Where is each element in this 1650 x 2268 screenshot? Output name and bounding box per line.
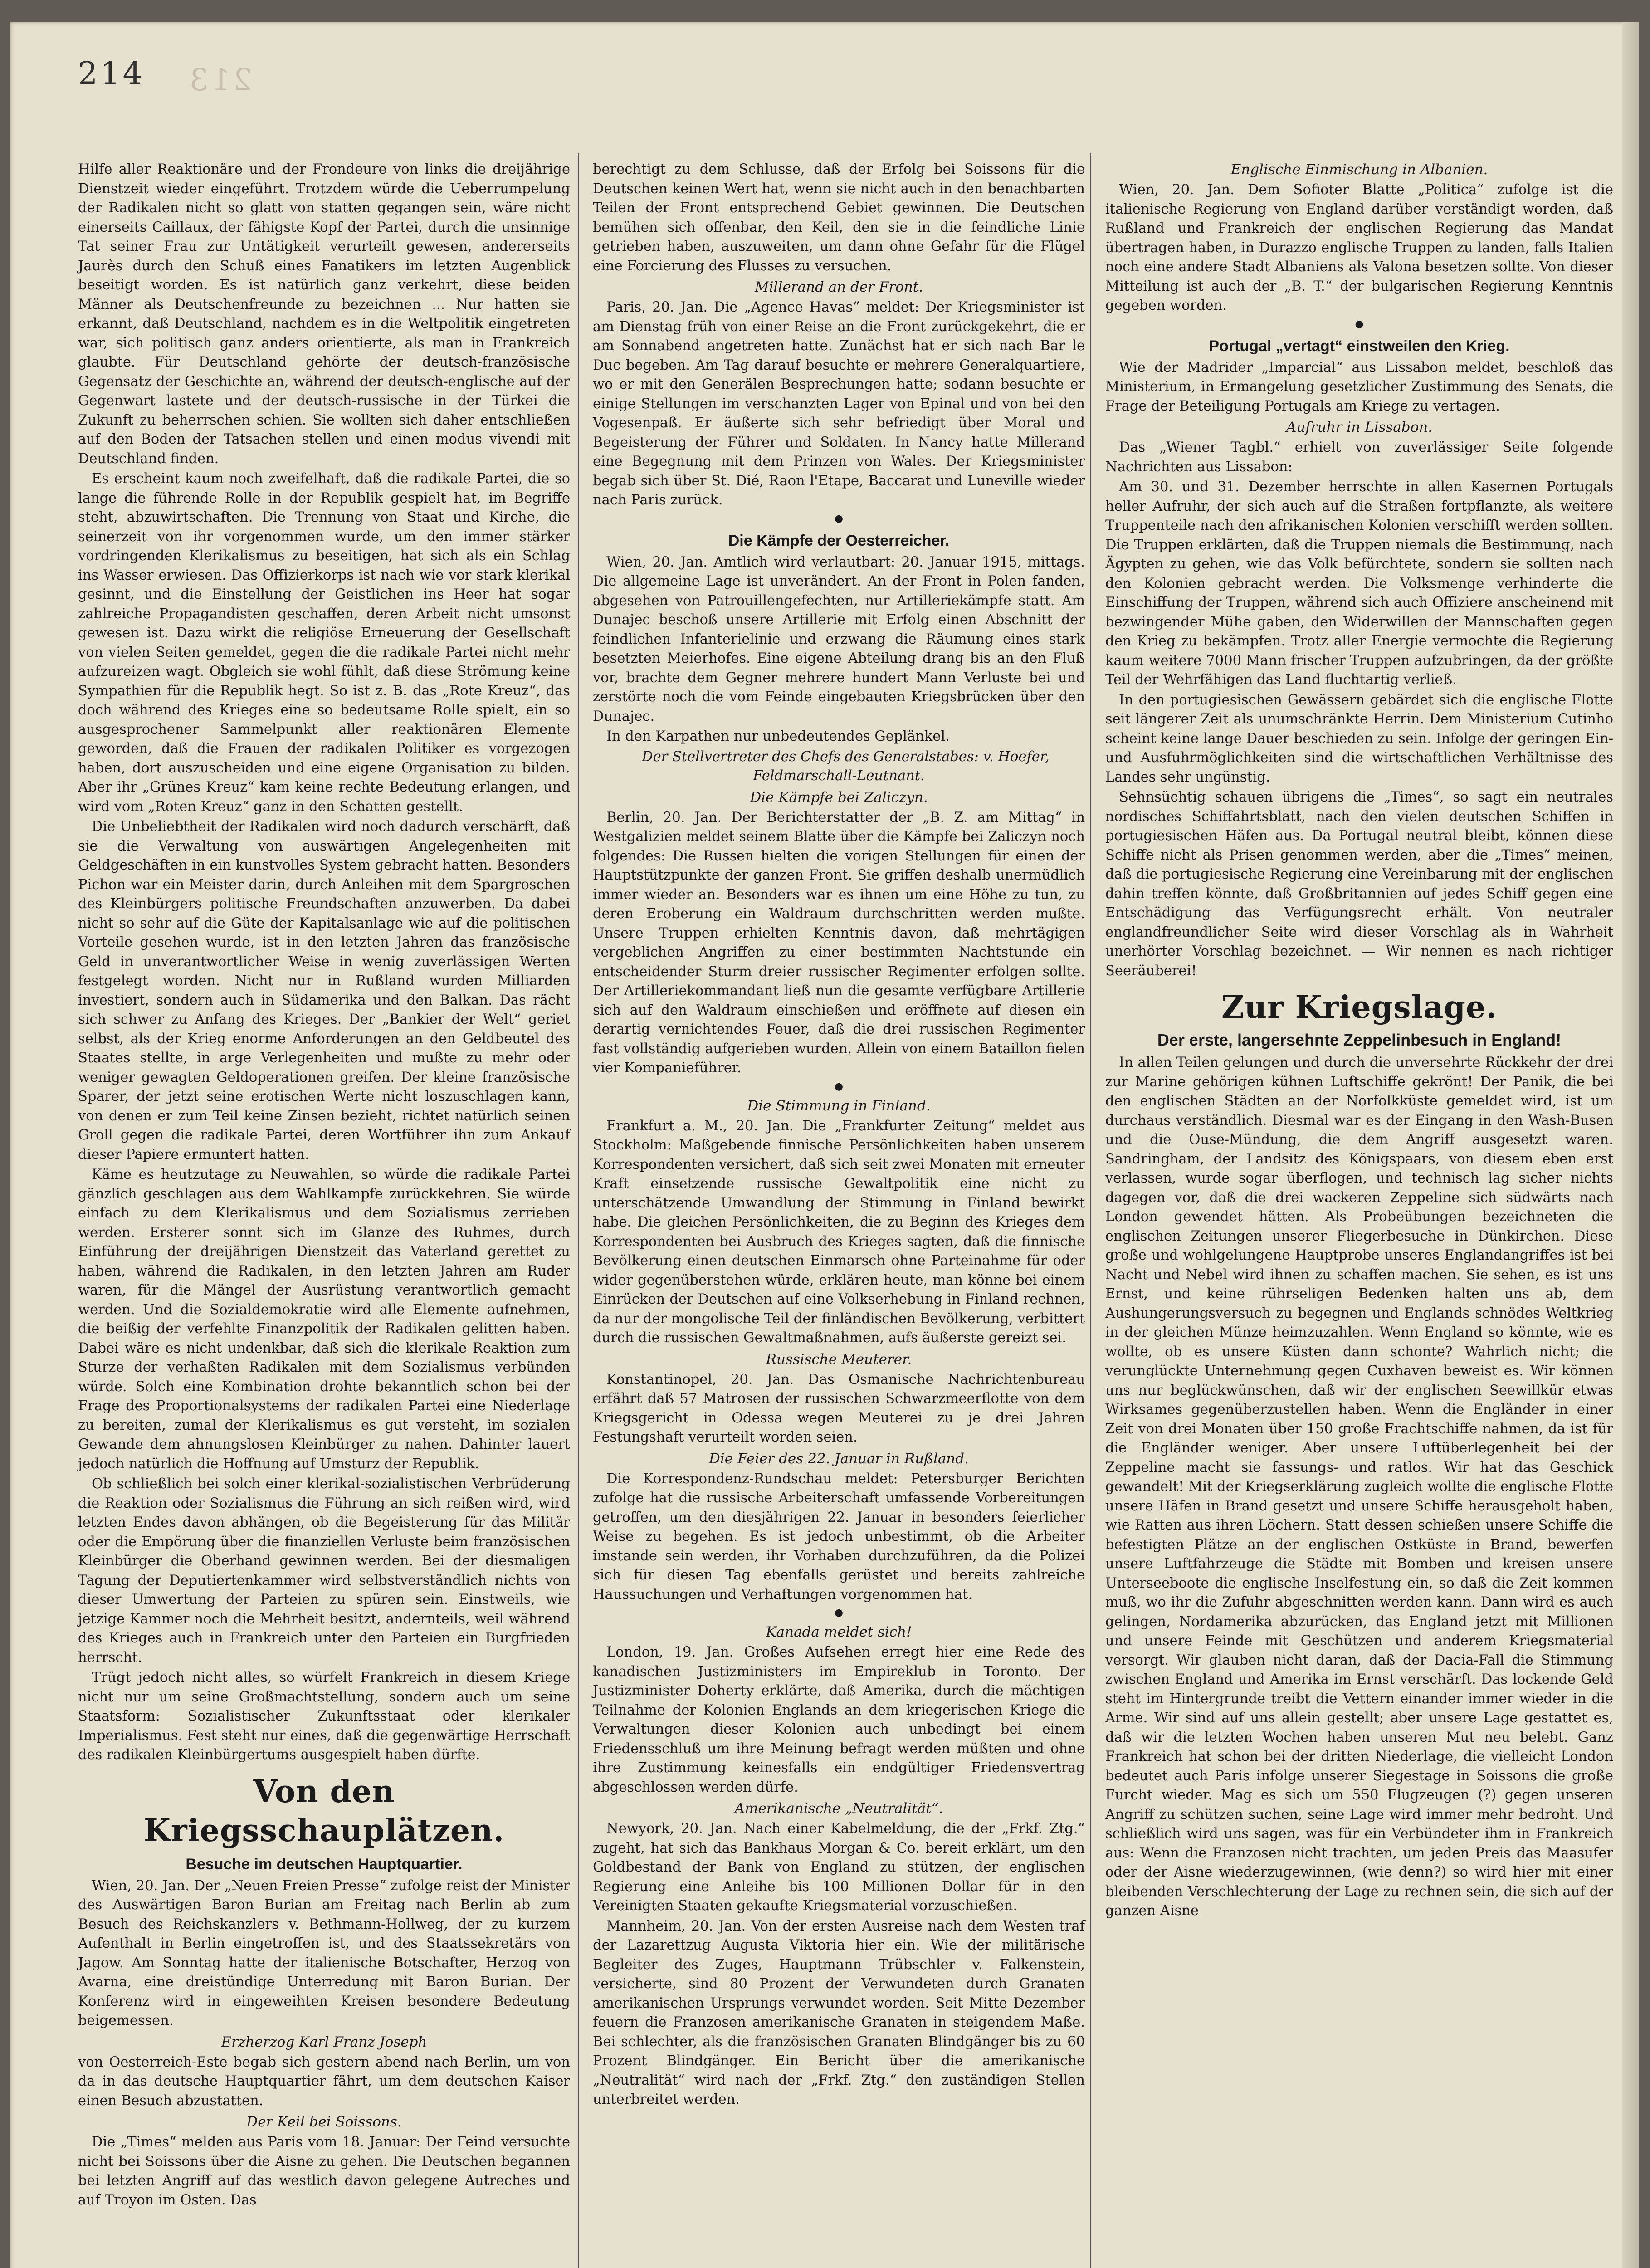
article-paragraph: Sehnsüchtig schauen übrigens die „Times“, so sagt ein neutrales nordisches Schiffahrtsblatt, nach den vielen deutschen Schiffen in portugiesischen Häfen aus. Da Portugal neutral bleibt, können diese Schiffe nicht als Prisen genommen werden, aber die „Times“ meinen, daß die portugiesische Regierung eine Vereinbarung mit der englischen dahin treffen könnte, daß Großbritannien auf jedes Schiff gegen eine Entschädigung das Verfügungsrecht erhält. Von neutraler englandfreundlicher Seite wird dieser Vorschlag als in Wahrheit unerhörter Vorschlag bezeichnet. — Wir nennen es nach richtiger Seeräuberei! [1105,789,1613,979]
article-subheading: Aufruhr in Lissabon. [1286,419,1433,435]
separator-dot: ● [834,1607,844,1618]
article-paragraph: In den portugiesischen Gewässern gebärdet sich die englische Flotte seit längerer Zeit als unumschränkte Herrin. Dem Ministerium Cutinho scheint keine lange Dauer beschieden zu sein. Infolge der geringen Ein- und Ausfuhrmöglichkeiten sind die wirtschaftlichen Verhältnisse des Landes sehr ungünstig. [1105,692,1613,785]
article-paragraph: Newyork, 20. Jan. Nach einer Kabelmeldung, die der „Frkf. Ztg.“ zugeht, hat sich das Bankhaus Morgan & Co. bereit erklärt, um den Goldbestand der Bank von England zu stützen, der englischen Regierung eine Anleihe bis 100 Millionen Dollar für in den Vereinigten Staaten gekaufte Kriegsmaterial vorzuschießen. [593,1821,1085,1914]
article-paragraph: In den Karpathen nur unbedeutendes Geplänkel. [606,728,950,744]
newspaper-page [10,22,1639,2268]
separator-dot: ● [834,513,844,524]
article-subheading: Amerikanische „Neutralität“. [734,1800,943,1817]
article-paragraph: von Oesterreich-Este begab sich gestern abend nach Berlin, um von da in das deutsche Hauptquartier fährt, um dem deutschen Kaiser einen Besuch abzustatten. [78,2054,570,2109]
article-paragraph: Berlin, 20. Jan. Der Berichterstatter der „B. Z. am Mittag“ in Westgalizien meldet seinem Blatte über die Kämpfe bei Zaliczyn noch folgendes: Die Russen hielten die vorigen Stellungen für einen der Hauptstützpunkte der ganzen Front. Sie griffen deshalb unermüdlich immer wieder an. Besonders war es ihnen um eine Höhe zu tun, zu deren Eroberung ein Waldraum durchschritten werden mußte. Unsere Truppen erhielten Kenntnis davon, daß mehrtägigen vergeblichen Angriffen zu einer bestimmten Nachtstunde ein entscheidender Sturm dreier russischer Regimenter erfolgen sollte. Der Artilleriekommandant ließ nun die gesamte verfügbare Artillerie sich auf den Waldraum einschießen und eröffnete auf diesen ein derartig vernichtendes Feuer, daß die drei russischen Regimenter fast vollständig aufgerieben wurden. Allein von einem Bataillon fielen vier Kompanieführer. [593,809,1085,1076]
article-subheading: Kanada meldet sich! [766,1624,912,1640]
article-paragraph: Wien, 20. Jan. Der „Neuen Freien Presse“ zufolge reist der Minister des Auswärtigen Baron Burian am Freitag nach Berlin ab zum Besuch des Reichskanzlers v. Bethmann-Hollweg, der zu kurzem Aufenthalt in Berlin eingetroffen ist, und des Staatssekretärs von Jagow. Am Sonntag hatte der italienische Botschafter, Herzog von Avarna, eine dreistündige Unterredung mit Baron Burian. Der Konferenz wird in eingeweihten Kreisen besondere Bedeutung beigemessen. [78,1877,570,2028]
article-heading: Die Kämpfe der Oesterreicher. [728,532,950,549]
article-paragraph: Frankfurt a. M., 20. Jan. Die „Frankfurter Zeitung“ meldet aus Stockholm: Maßgebende finnische Persönlichkeiten haben unserem Korrespondenten versichert, daß sich seit zwei Monaten mit erneuter Kraft einsetzende russische Gewaltpolitik eine nicht zu unterschätzende Umwandlung der Stimmung in Finland bewirkt habe. Die gleichen Persönlichkeiten, die zu Beginn des Krieges dem Korrespondenten bei Ausbruch des Krieges sagten, daß die finnische Bevölkerung einen deutschen Einmarsch ohne Parteinahme für oder wider gegenüberstehen würde, erklären heute, man könne bei einem Einrücken der Deutschen auf eine Volkserhebung in Finland rechnen, da nur der mongolische Teil der finländischen Bevölkerung, verbittert durch die russischen Gewaltmaßnahmen, aufs äußerste gereizt sei. [593,1118,1085,1346]
article-paragraph: Mannheim, 20. Jan. Von der ersten Ausreise nach dem Westen traf der Lazarettzug Augusta Viktoria hier ein. Wie der militärische Begleiter des Zuges, Hauptmann Trübschler v. Falkenstein, versicherte, sind 80 Prozent der Verwundeten durch Granaten amerikanischen Ursprungs verwundet worden. Seit Mitte Dezember feuern die Franzosen amerikanische Granaten in steigendem Maße. Bei schlechter, als die französischen Granaten Blindgänger bis zu 60 Prozent Blindgänger. Ein Bericht über die amerikanische „Neutralität“ wird nach der „Frkf. Ztg.“ den zuständigen Stellen unterbreitet werden. [593,1918,1085,2107]
article-paragraph: Ob schließlich bei solch einer klerikal-sozialistischen Verbrüderung die Reaktion oder Sozialismus die Führung an sich reißen wird, wird letzten Endes davon abhängen, ob die Begeisterung für das Militär oder die Empörung über die finanziellen Verluste beim französischen Kleinbürger die Oberhand gewinnen werden. Bei der diesmaligen Tagung der Deputiertenkammer wird selbstverständlich nichts von dieser Umwertung der Parteien zu spüren sein. Einstweils, wie jetzige Kammer noch die Mehrheit besitzt, andernteils, weil während des Krieges auch in Frankreich unter den Parteien ein Burgfrieden herrscht. [78,1476,570,1666]
page-number-bleed-through: 213 [187,63,252,98]
article-subheading: Die Stimmung in Finland. [747,1097,931,1114]
article-subheading: Die Kämpfe bei Zaliczyn. [750,789,928,806]
scan-edge [1622,22,1639,2268]
article-paragraph: Hilfe aller Reaktionäre und der Frondeure von links die dreijährige Dienstzeit wieder eingeführt. Trotzdem würde die Ueberrumpelung der Radikalen nicht so glatt von statten gegangen sein, wäre nicht einerseits Caillaux, der fähigste Kopf der Partei, durch die unsinnige Tat seiner Frau zur Untätigkeit verurteilt gewesen, andererseits Jaurès durch den Schuß eines Fanatikers im letzten Augenblick beseitigt worden. Es ist natürlich ganz verkehrt, diese beiden Männer als Deutschenfreunde zu bezeichnen ... Nur hatten sie erkannt, daß Deutschland, nachdem es in die Weltpolitik eingetreten war, sich politisch ganz anders orientierte, als man in Frankreich glaubte. Für Deutschland gehörte der deutsch-französische Gegensatz der Geschichte an, während der deutsch-englische auf der Gegenwart lastete und der deutsch-russische in der Türkei die Zukunft zu beherrschen schien. Sie wollten sich daher entschließen auf den Boden der Tatsachen stellen und einen modus vivendi mit Deutschland finden. [78,161,570,467]
article-heading: Portugal „vertagt“ einstweilen den Krieg. [1209,337,1510,355]
section-heading: Zur Kriegslage. [1221,989,1497,1026]
column-3 [1105,160,1613,1922]
column-rule [578,153,579,2268]
article-subheading: Millerand an der Front. [754,279,923,295]
article-paragraph: Paris, 20. Jan. Die „Agence Havas“ meldet: Der Kriegsminister ist am Dienstag früh von einer Reise an die Front zurückgekehrt, die er am Sonnabend angetreten hatte. Zunächst hat er sich nach Bar le Duc begeben. Am Tag darauf besuchte er mehrere Generalquartiere, wo er mit den Generälen Besprechungen hatte; sodann besuchte er einige Stellungen im verschanzten Lager von Epinal und von bei den Vogesenpaß. Er äußerte sich sehr befriedigt über Moral und Begeisterung der Führer und Soldaten. In Nancy hatte Millerand eine Begegnung mit dem Prinzen von Wales. Der Kriegsminister begab sich über St. Dié, Raon l'Etape, Baccarat und Luneville wieder nach Paris zurück. [593,299,1085,508]
separator-dot: ● [1355,318,1364,330]
article-subheading: Der Keil bei Soissons. [246,2114,402,2130]
section-heading: Von den Kriegsschauplätzen. [143,1773,505,1849]
article-heading: Der erste, langersehnte Zeppelinbesuch in England! [1157,1031,1562,1049]
article-paragraph: Konstantinopel, 20. Jan. Das Osmanische Nachrichtenbureau erfährt daß 57 Matrosen der russischen Schwarzmeerflotte von dem Kriegsgericht in Odessa wegen Meuterei zu je drei Jahren Festungshaft verurteilt worden seien. [593,1371,1085,1445]
separator-dot: ● [834,1080,844,1092]
article-paragraph: Das „Wiener Tagbl.“ erhielt von zuverlässiger Seite folgende Nachrichten aus Lissabon: [1105,440,1613,475]
article-paragraph: Es erscheint kaum noch zweifelhaft, daß die radikale Partei, die so lange die führende Rolle in der Republik gespielt hat, im Begriffe steht, abzuwirtschaften. Die Trennung von Staat und Kirche, die seinerzeit von ihr vorgenommen wurde, um den immer stärker vordringenden Klerikalismus zu beseitigen, hat sich als ein Schlag ins Wasser erwiesen. Das Offizierkorps ist nach wie vor stark klerikal gesinnt, und die Einstellung der Geistlichen ins Heer hat sogar zahlreiche Propagandisten geschaffen, deren Arbeit nicht umsonst gewesen ist. Dazu wirkt die religiöse Erneuerung der Gesellschaft von vielen Seiten gemeldet, gegen die die radikale Partei nicht mehr aufzureizen wagt. Obgleich sie wohl fühlt, daß diese Strömung keine Sympathien für die Republik hegt. So ist z. B. das „Rote Kreuz“, das doch während des Krieges eine so bedeutsame Rolle spielt, ein so ausgesprochener Sammelpunkt aller reaktionären Elemente geworden, daß die Frauen der radikalen Politiker es vorgezogen haben, dort auszuscheiden und eine eigene Organisation zu bilden. Aber ihr „Grünes Kreuz“ kam keine rechte Bedeutung erlangen, und wird vom „Roten Kreuz“ ganz in den Schatten gestellt. [78,471,570,815]
article-heading: Besuche im deutschen Hauptquartier. [186,1855,463,1873]
article-paragraph: In allen Teilen gelungen und durch die unversehrte Rückkehr der drei zur Marine gehörigen kühnen Luftschiffe gekrönt! Der Panik, die bei den englischen Städten an der Norfolkküste gemeldet wird, ist um durchaus verständlich. Diesmal war es der Eingang in den Wash-Busen und die Ouse-Mündung, die dem Angriff ausgesetzt waren. Sandringham, der Landsitz des Königspaars, von diesem eben erst verlassen, wurde sogar überflogen, und technisch lag sicher nichts dagegen vor, daß die drei wackeren Zeppeline sich südwärts nach London gewendet hätten. Als Probeübungen bezeichneten die englischen Zeitungen unserer Fliegerbesuche in Dünkirchen. Diese große und wohlgelungene Hauptprobe unseres Englandangriffes ist bei Nacht und Nebel wird ihnen zu schaffen machen. Sie sehen, es ist uns Ernst, und keine rührseligen Bedenken halten uns ab, dem Aushungerungsversuch zu begegnen und Englands schnödes Weltkrieg in der gleichen Münze heimzuzahlen. Wenn England so könnte, wie es wollte, ob es unsere Küsten dann schonte? Wahrlich nicht; die verunglückte Unternehmung gegen Cuxhaven beweist es. Wir können uns nur beglückwünschen, daß wir der englischen Seewillkür etwas Wirksames gegenüberzustellen haben. Wenn die Engländer in einer Zeit von drei Monaten über 150 große Frachtschiffe nahmen, da ist für die Engländer weniger. Aber unsere Luftüberlegenheit bei der Zeppeline macht sie fassungs- und ratlos. Wir hat das Geschick gewandelt! Mit der Kriegserklärung zugleich wollte die englische Flotte unsere Häfen in Brand gesetzt und unsere Schiffe herausgeholt haben, wie Ratten aus ihren Löchern. Statt dessen schießen unsere Schiffe die befestigten Plätze an der englischen Ostküste in Brand, bewerfen unsere Luftfahrzeuge die Städte mit Bomben und kreisen unsere Unterseeboote die englische Inselfestung ein, so daß die Zeit kommen muß, wo ihr die Zufuhr abgeschnitten werden kann. Dann wird es auch gelingen, Nordamerika abzurücken, das England jetzt mit Millionen und unsere Feinde mit Geschützen und anderem Kriegsmaterial versorgt. Wir glauben nicht daran, daß der Dacia-Fall die Stimmung zwischen England und Amerika im Ernst verschärft. Das lockende Geld steht im Hintergrunde treibt die Vettern einander immer wieder in die Arme. Wir sind auf uns allein gestellt; aber unsere Lage gestattet es, daß wir die letzten Wochen haben unseren Mut neu belebt. Ganz Frankreich hat schon bei der dritten Niederlage, die vielleicht London bedeutet auch Paris infolge unserer Siegestage in Soissons die große Furcht wieder. Mag es sich um 550 Flugzeugen (?) gegen unseren Angriff zu schützen suchen, seine Lage wird immer mehr bedroht. Und schließlich wird uns sagen, was für ein Verbündeter ihm in Frankreich aus: Wenn die Franzosen nicht trachten, um jeden Preis das Maasufer oder der Aisne wiederzugewinnen, (wie denn?) so wird hier mit einer bleibenden Verschlechterung der Lage zu rechnen sein, die sich auf der ganzen Aisne [1105,1055,1613,1919]
column-2 [593,160,1085,2111]
article-paragraph: Trügt jedoch nicht alles, so würfelt Frankreich in diesem Kriege nicht nur um seine Großmachtstellung, sondern auch um seine Staatsform: Sozialistischer Zukunftsstaat oder klerikaler Imperialismus. Fest steht nur eines, daß die gegenwärtige Herrschaft des radikalen Kleinbürgertums ausgespielt haben dürfte. [78,1670,570,1763]
article-paragraph: Wie der Madrider „Imparcial“ aus Lissabon meldet, beschloß das Ministerium, in Ermangelung gesetzlicher Zustimmung des Senats, die Frage der Beteiligung Portugals am Kriege zu vertagen. [1105,359,1613,414]
article-paragraph: Am 30. und 31. Dezember herrschte in allen Kasernen Portugals heller Aufruhr, der sich auch auf die Straßen fortpflanzte, als weitere Truppenteile nach den afrikanischen Kolonien verschifft werden sollten. Die Truppen erklärten, daß die Truppen niemals die Bestimmung, nach Ägypten zu gehen, wie das Volk befürchtete, sondern sie sollten nach den Kolonien gebracht werden. Die Volksmenge verhinderte die Einschiffung der Truppen, während sich auch Offiziere anscheinend mit bezwingender Mühe gaben, den Widerwillen der Mannschaften gegen den Krieg zu bekämpfen. Trotz aller Energie vermochte die Regierung kaum weitere 7000 Mann frischer Truppen aufzubringen, da der größte Teil der Wehrfähigen das Land fluchtartig verließ. [1105,479,1613,688]
article-paragraph: Wien, 20. Jan. Amtlich wird verlautbart: 20. Januar 1915, mittags. Die allgemeine Lage ist unverändert. An der Front in Polen fanden, abgesehen von Patrouillengefechten, nur Artilleriekämpfe statt. Am Dunajec beschoß unsere Artillerie mit Erfolg einen Abschnitt der feindlichen Infanterielinie und erzwang die Räumung eines stark besetzten Meierhofes. Eine eigene Abteilung drang bis an den Fluß vor, brachte dem Gegner mehrere hundert Mann Verluste bei und zerstörte noch die vom Feinde eingebauten Kriegsbrücken über den Dunajec. [593,554,1085,724]
article-subheading: Englische Einmischung in Albanien. [1230,161,1488,178]
article-subheading: Erzherzog Karl Franz Joseph [221,2033,427,2050]
article-paragraph: Die Unbeliebtheit der Radikalen wird noch dadurch verschärft, daß sie die Verwaltung von auswärtigen Angelegenheiten mit Geldgeschäften in ein kunstvolles System gebracht hatten. Besonders Pichon war ein Meister darin, durch Anleihen mit dem Spargroschen des Kleinbürgers politische Freundschaften anzuwerben. Da dabei nicht so sehr auf die Güte der Kapitalsanlage wie auf die politischen Vorteile gesehen wurde, ist in den letzten Jahren das französische Geld in unverantwortlicher Weise in wenig zuverlässigen Werten festgelegt worden. Nicht nur in Rußland wurden Milliarden investiert, sondern auch in Südamerika und den Balkan. Das rächt sich schwer zu Anfang des Krieges. Der „Bankier der Welt“ geriet selbst, als der Krieg enorme Anforderungen an den Geldbeutel des Staates stellte, in arge Verlegenheiten und mußte zu mehr oder weniger gewagten Geldoperationen greifen. Der kleine französische Sparer, der jetzt seine erotischen Werte nicht loszuschlagen kann, von denen er zum Teil keine Zinsen bezieht, richtet natürlich seinen Groll gegen die radikale Partei, deren Wortführer ihn zum Ankauf dieser Papiere ermuntert hatten. [78,819,570,1163]
column-1 [78,160,570,2211]
column-rule [1090,153,1091,2268]
article-paragraph: Wien, 20. Jan. Dem Sofioter Blatte „Politica“ zufolge ist die italienische Regierung von England darüber verständigt worden, daß Rußland und Frankreich der englischen Regierung das Mandat übertragen haben, in Durazzo englische Truppen zu landen, falls Italien noch eine andere Stadt Albaniens als Valona besetzen sollte. Von dieser Mitteilung ist auch der „B. T.“ der bulgarischen Regierung Kenntnis gegeben worden. [1105,182,1613,313]
article-paragraph: London, 19. Jan. Großes Aufsehen erregt hier eine Rede des kanadischen Justizministers im Empireklub in Toronto. Der Justizminister Doherty erklärte, daß Amerika, durch die mächtigen Teilnahme der Kolonien Englands an dem kriegerischen Kriege die Verwaltungen dieser Kolonien auch unbedingt bei einem Friedensschluß um ihre Meinung befragt werden müßten und ohne ihre Zustimmung keinesfalls ein endgültiger Friedensvertrag abgeschlossen werden dürfe. [593,1644,1085,1795]
article-signature: Der Stellvertreter des Chefs des Generalstabes: v. Hoefer, Feldmarschall-Leutnant. [642,748,1050,784]
article-subheading: Russische Meuterer. [766,1351,912,1368]
article-paragraph: Die „Times“ melden aus Paris vom 18. Januar: Der Feind versuchte nicht bei Soissons über die Aisne zu gehen. Die Deutschen begannen bei letzten Angriff auf das westlich davon gelegene Autreches und auf Troyon im Osten. Das [78,2134,570,2208]
article-paragraph: Die Korrespondenz-Rundschau meldet: Petersburger Berichten zufolge hat die russische Arbeiterschaft umfassende Vorbereitungen getroffen, um den diesjährigen 22. Januar in besonders feierlicher Weise zu begehen. Es ist jedoch unbestimmt, ob die Arbeiter imstande sein werden, ihr Vorhaben durchzuführen, da die Polizei sich für diesen Tag ebenfalls gerüstet und bereits zahlreiche Haussuchungen und Verhaftungen vorgenommen hat. [593,1471,1085,1603]
page-number: 214 [78,56,145,92]
article-subheading: Die Feier des 22. Januar in Rußland. [709,1450,969,1467]
article-paragraph: berechtigt zu dem Schlusse, daß der Erfolg bei Soissons für die Deutschen keinen Wert hat, wenn sie nicht auch in den benachbarten Teilen der Front entsprechend Gebiet gewinnen. Die Deutschen bemühen sich offenbar, den Keil, den sie in die feindliche Linie getrieben haben, auszuweiten, um dann ohne Gefahr für die Flügel eine Forcierung des Flusses zu versuchen. [593,161,1085,274]
article-paragraph: Käme es heutzutage zu Neuwahlen, so würde die radikale Partei gänzlich geschlagen aus dem Wahlkampfe zurückkehren. Sie würde einfach zu dem Klerikalismus und dem Sozialismus zerrieben werden. Ersterer sonnt sich im Glanze des Ruhmes, durch Einführung der dreijährigen Dienstzeit das Vaterland gerettet zu haben, während die Radikalen, in den letzten Jahren am Ruder waren, für die Mängel der Ausrüstung verantwortlich gemacht werden. Und die Sozialdemokratie wird alle Elemente aufnehmen, die beißig der verfehlte Finanzpolitik der Radikalen gelitten haben. Dabei wäre es nicht undenkbar, daß sich die klerikale Reaktion zum Sturze der verhaßten Radikalen mit dem Sozialismus verbünden würde. Solch eine Kombination drohte bekanntlich schon bei der Frage des Proportionalsystems der radikalen Partei eine Niederlage zu bereiten, zumal der Klerikalismus es gut versteht, im sozialen Gewande dem ahnungslosen Kleinbürger zu nahen. Dahinter lauert jedoch natürlich die Hoffnung auf Umsturz der Republik. [78,1167,570,1472]
